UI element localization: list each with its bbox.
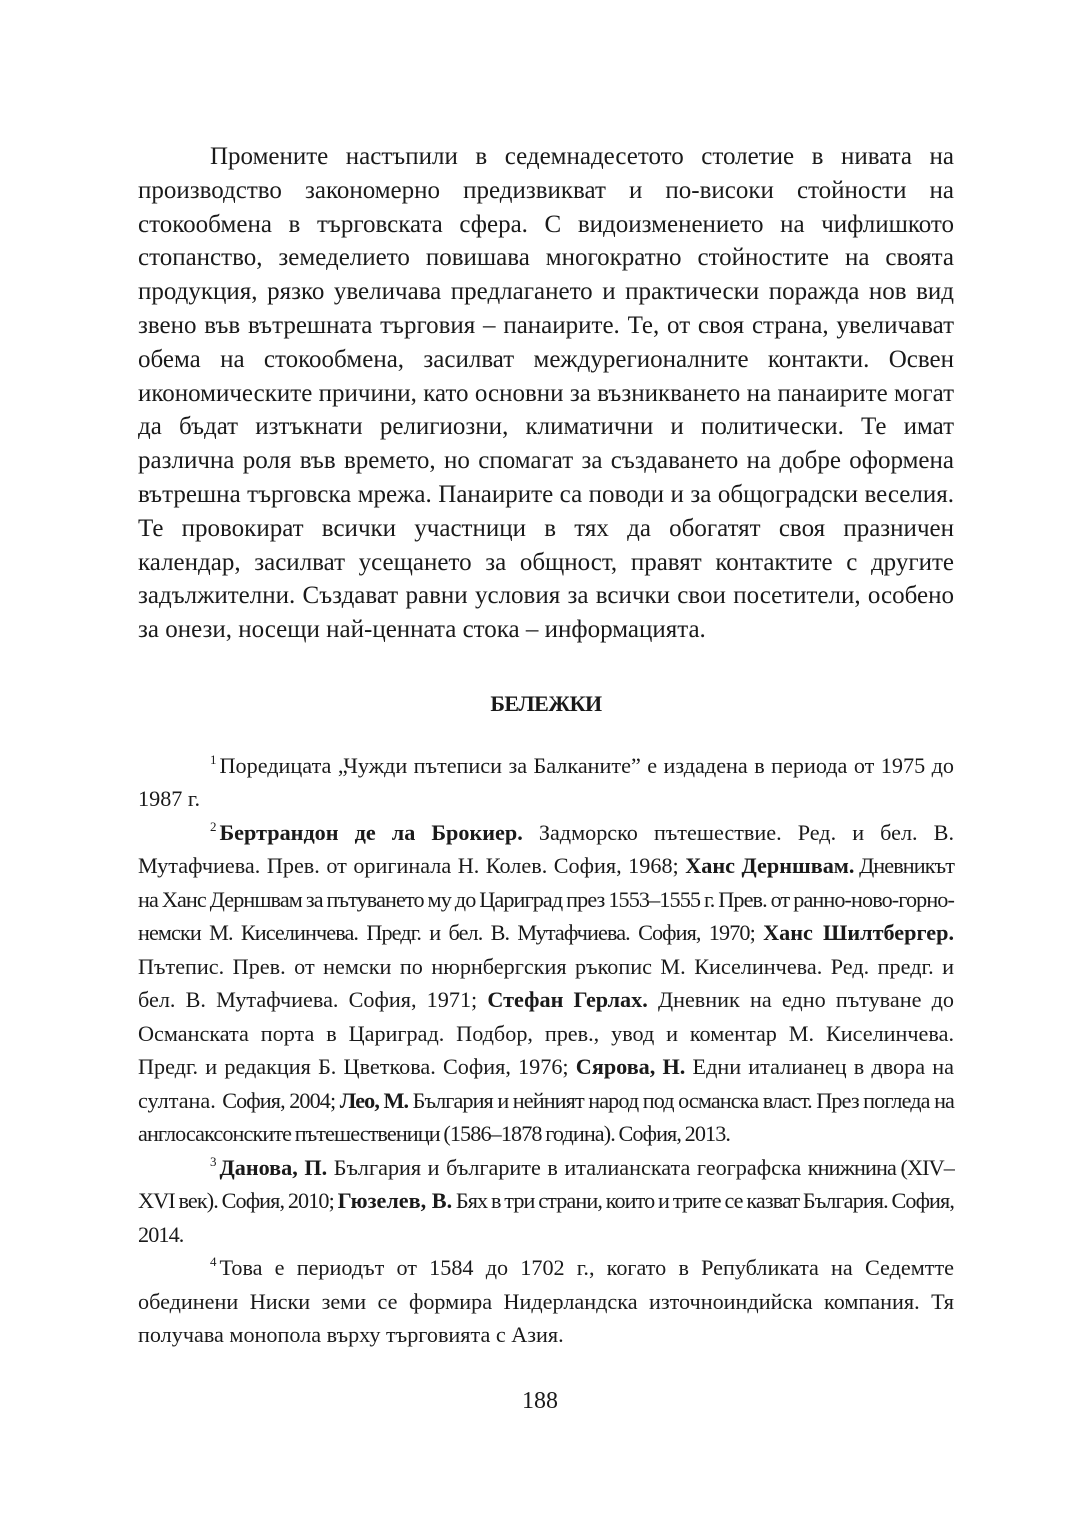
page-number: 188 xyxy=(522,1388,558,1414)
footnote-text: Дневникът на Ханс Дерншвам за пътуването му до Цариград през 1553–1555 г. Прев. от ранно-ново-горно-немски М. Киселинчева. Предг. и бел. В. Мутафчиева. София, 1970; xyxy=(138,853,954,946)
notes-heading: БЕЛЕЖКИ xyxy=(490,690,602,716)
footnote-number: 3 xyxy=(210,1153,217,1169)
footnote-text: България и нейният народ под османска власт. През погледа на англосаксонските пътешественици (1586–1878 година). София, 2013. xyxy=(138,1087,954,1147)
body-paragraph: Промените настъпили в седемнадесетото столетие в нивата на производство закономерно предизвикват и по-високи стойности на стокообмена в търговската сфера. С видоизменението на чифлишкото стопанство, земеделието повишава многократно стойностите на своята продукция, рязко увеличава предлагането и практически поражда нов вид звено във вътрешната търговия – панаирите. Те, от своя страна, увеличават обема на стокообмена, засилват междурегионалните контакти. Освен икономическите причини, като основни за възникването на панаирите могат да бъдат изтъкнати религиозни, климатични и политически. Те имат различна роля във времето, но спомагат за създаването на добре оформена вътрешна търговска мрежа. Панаирите са поводи и за общоградски веселия. Те провокират всички участници в тях да обогатят своя празничен календар, засилват усещането за общност, правят контактите с другите задължителни. Създават равни условия за всички свои посетители, особено за онези, носещи най-ценната стока – информацията. xyxy=(138,143,954,644)
footnote-4 xyxy=(138,1251,954,1352)
footnote-text: Поредицата „Чужди пътеписи за Балканите” е издадена в периода от 1975 до 1987 г. xyxy=(138,752,954,812)
footnote-text: Едни италианец в двора на султана. xyxy=(138,1054,954,1113)
footnote-text: книжнина (XIV–XVI век). София, 2010; xyxy=(138,1154,954,1214)
footnote-text: Пътепис. Прев. от немски по нюрнбергския ръкопис М. Киселинчева. Ред. предг. и бел. В. Мутафчиева. София, 1971; xyxy=(138,953,954,1013)
footnote-author: Ханс Дерншвам. xyxy=(685,853,855,879)
footnote-1 xyxy=(138,749,954,816)
footnote-author: Бертрандон де ла Брокиер. xyxy=(219,819,523,845)
footnote-text: Задморско пътешествие. Ред. и бел. В. Мутафчиева. Прев. от оригинала Н. Колев. София, 1968; xyxy=(138,819,954,879)
footnote-number: 4 xyxy=(210,1254,217,1270)
footnote-author: Сярова, Н. xyxy=(575,1054,686,1080)
footnote-author: Лео, М. xyxy=(339,1087,409,1113)
footnote-number: 1 xyxy=(210,751,217,767)
footnote-text: Бях в три страни, които и трите се казват България. София, 2014. xyxy=(138,1188,954,1247)
notes-list xyxy=(138,749,954,1352)
footnote-text: София, 2004; xyxy=(222,1087,340,1113)
footnote-number: 2 xyxy=(210,818,217,834)
footnote-text: България и българите в италианската географска xyxy=(327,1154,808,1180)
footnote-3 xyxy=(138,1151,954,1252)
footnote-author: Ханс Шилтбергер. xyxy=(763,920,954,946)
footnote-author: Гюзелев, В. xyxy=(337,1188,453,1214)
page-content xyxy=(138,140,954,1352)
footnote-2 xyxy=(138,816,954,1151)
footnote-text: Това е периодът от 1584 до 1702 г., когато в Републиката на Седемтте обединени Ниски земи се формира Нидерландска източноиндийска компания. Тя получава монопола върху търговията с Азия. xyxy=(138,1255,954,1348)
footnote-text: Дневник на едно пътуване до Османската порта в Цариград. Подбор, прев., увод и коментар М. Киселинчева. Предг. и редакция Б. Цветкова. София, 1976; xyxy=(138,987,954,1080)
footnote-author: Стефан Герлах. xyxy=(487,987,648,1013)
footnote-author: Данова, П. xyxy=(219,1154,328,1180)
